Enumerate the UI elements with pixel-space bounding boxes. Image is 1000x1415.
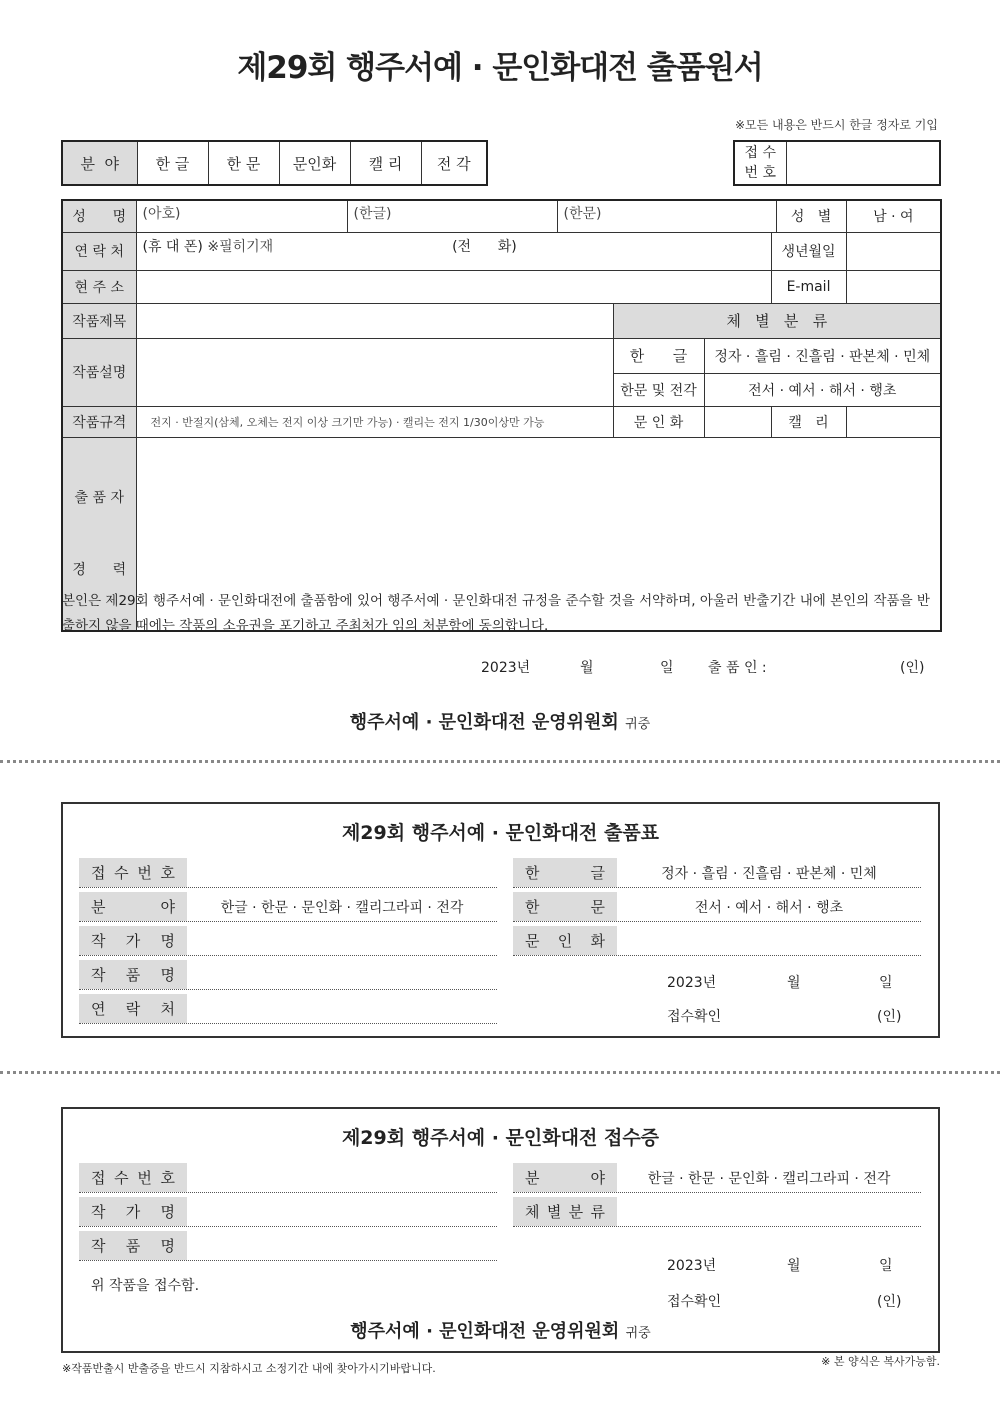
- ticket-contact-label: 연 락 처: [79, 994, 187, 1023]
- receipt-artist-row: [79, 1197, 497, 1227]
- work-title-label: 작품제목: [62, 303, 136, 338]
- ticket-hanmun-label: 한 문: [513, 892, 617, 921]
- style-header: 체 별 분 류: [613, 303, 941, 338]
- date-month: 월: [580, 660, 594, 676]
- work-desc-label: 작품설명: [62, 338, 136, 406]
- ticket-work-row: [79, 960, 497, 990]
- pledge-text: 본인은 제29회 행주서예 · 문인화대전에 출품함에 있어 행주서예 · 문인화대전 규정을 준수할 것을 서약하며, 아울러 반출기간 내에 본인의 작품을 반출하지 않을 때에는 작품의 소유권을 포기하고 주최처가 임의 처분함에 동의합니다.: [62, 593, 930, 634]
- birth-field[interactable]: [846, 232, 941, 270]
- receipt-no-row: [79, 1163, 497, 1193]
- birth-label: 생년월일: [771, 232, 846, 270]
- ticket-hanmun-row: [513, 892, 921, 922]
- ticket-hangul-value[interactable]: 정자 · 흘림 · 진흘림 · 판본체 · 민체: [661, 865, 877, 882]
- receipt-field-row: [513, 1163, 921, 1193]
- ticket-confirm: 접수확인: [667, 1009, 722, 1025]
- munin-field[interactable]: [704, 406, 771, 437]
- ticket-month: 월: [787, 975, 801, 991]
- work-title-field[interactable]: [136, 303, 613, 338]
- page-title: 제29회 행주서예 · 문인화대전 출품원서: [237, 50, 763, 86]
- application-form: [61, 199, 942, 632]
- receipt-work-row: [79, 1231, 497, 1261]
- receipt-artist-label: 작 가 명: [79, 1197, 187, 1226]
- field-option-calli[interactable]: 캘 리: [350, 141, 421, 185]
- entry-ticket: [61, 802, 940, 1038]
- applicant-seal: (인): [900, 660, 925, 676]
- field-table: [61, 140, 488, 186]
- organizer: 행주서예 · 문인화대전 운영위원회 귀중: [349, 712, 651, 733]
- footer-note-left: ※작품반출시 반출증을 반드시 지참하시고 소정기간 내에 찾아가시기바랍니다.: [62, 1362, 436, 1375]
- email-field[interactable]: [846, 270, 941, 303]
- email-label: E-mail: [771, 270, 846, 303]
- receipt-year: 2023년: [667, 1258, 717, 1274]
- receipt-organizer: 행주서예 · 문인화대전 운영위원회 귀중: [350, 1321, 651, 1342]
- ticket-hangul-row: [513, 858, 921, 888]
- receipt-number-label: 접 수 번 호: [734, 141, 786, 185]
- ticket-contact-row: [79, 994, 497, 1024]
- name-pen-field[interactable]: (아호): [136, 200, 347, 232]
- receipt-day: 일: [879, 1258, 893, 1274]
- receipt-title: 제29회 행주서예 · 문인화대전 접수증: [341, 1127, 660, 1149]
- cut-line-2: [0, 1071, 1000, 1074]
- work-desc-field[interactable]: [136, 338, 613, 406]
- ticket-field-row: [79, 892, 497, 922]
- contact-field[interactable]: (휴 대 폰) ※필히기재 (전 화): [136, 232, 771, 270]
- hangul-style-options[interactable]: 정자 · 흘림 · 진흘림 · 판본체 · 민체: [704, 338, 941, 373]
- ticket-hanmun-value[interactable]: 전서 · 예서 · 해서 · 행초: [694, 899, 844, 916]
- receipt-no-label: 접 수 번 호: [79, 1163, 187, 1192]
- ticket-receipt-no-row: [79, 858, 497, 888]
- spec-label: 작품규격: [62, 406, 136, 437]
- receipt-field-value[interactable]: 한글 · 한문 · 문인화 · 캘리그라피 · 전각: [647, 1170, 891, 1187]
- receipt-field-label: 분 야: [513, 1163, 617, 1192]
- footer-note-right: ※ 본 양식은 복사가능함.: [821, 1355, 940, 1368]
- calli-field[interactable]: [846, 406, 941, 437]
- ticket-title: 제29회 행주서예 · 문인화대전 출품표: [341, 822, 660, 844]
- hangul-style-label: 한 글: [613, 338, 704, 373]
- ticket-day: 일: [879, 975, 893, 991]
- ticket-artist-label: 작 가 명: [79, 926, 187, 955]
- applicant-label: 출 품 인 :: [708, 660, 767, 676]
- hanmun-style-options[interactable]: 전서 · 예서 · 해서 · 행초: [704, 373, 941, 406]
- receipt-style-label: 체 별 분 류: [513, 1197, 617, 1226]
- contact-label: 연 락 처: [62, 232, 136, 270]
- date-day: 일: [660, 660, 674, 676]
- receipt-slip: [61, 1107, 940, 1353]
- instruction-note: ※모든 내용은 반드시 한글 정자로 기입: [734, 118, 938, 132]
- name-kor-field[interactable]: (한글): [347, 200, 557, 232]
- ticket-field-label: 분 야: [79, 892, 187, 921]
- receipt-month: 월: [787, 1258, 801, 1274]
- address-field[interactable]: [136, 270, 771, 303]
- munin-label: 문 인 화: [613, 406, 704, 437]
- field-option-hanmun[interactable]: 한 문: [208, 141, 279, 185]
- receipt-seal: (인): [877, 1294, 902, 1310]
- gender-label: 성 별: [776, 200, 846, 232]
- ticket-artist-row: [79, 926, 497, 956]
- ticket-seal: (인): [877, 1009, 902, 1025]
- ticket-field-value[interactable]: 한글 · 한문 · 문인화 · 캘리그라피 · 전각: [220, 899, 464, 916]
- ticket-munin-row: [513, 926, 921, 956]
- receipt-confirm: 접수확인: [667, 1294, 722, 1310]
- ticket-munin-label: 문 인 화: [513, 926, 617, 955]
- career-label: 출 품 자 경 력: [62, 437, 136, 631]
- ticket-year: 2023년: [667, 975, 717, 991]
- field-label: 분 야: [62, 141, 137, 185]
- receipt-number-table: [733, 140, 941, 186]
- name-label: 성 명: [62, 200, 136, 232]
- receipt-style-row: [513, 1197, 921, 1227]
- field-option-munin[interactable]: 문인화: [279, 141, 350, 185]
- field-option-hangul[interactable]: 한 글: [137, 141, 208, 185]
- ticket-work-label: 작 품 명: [79, 960, 187, 989]
- receipt-received-text: 위 작품을 접수함.: [91, 1278, 200, 1294]
- address-label: 현 주 소: [62, 270, 136, 303]
- calli-label: 캘 리: [771, 406, 846, 437]
- hanmun-style-label: 한문 및 전각: [613, 373, 704, 406]
- ticket-hangul-label: 한 글: [513, 858, 617, 887]
- ticket-receipt-no-label: 접 수 번 호: [79, 858, 187, 887]
- spec-value: 전지 · 반절지(삼체, 오체는 전지 이상 크기만 가능) · 캘리는 전지 1/30이상만 가능: [136, 406, 613, 437]
- receipt-work-label: 작 품 명: [79, 1231, 187, 1260]
- date-year: 2023년: [481, 660, 531, 676]
- cut-line-1: [0, 760, 1000, 763]
- field-option-jeongak[interactable]: 전 각: [421, 141, 487, 185]
- name-han-field[interactable]: (한문): [557, 200, 776, 232]
- gender-field[interactable]: 남 · 여: [846, 200, 941, 232]
- receipt-number-field[interactable]: [786, 141, 940, 185]
